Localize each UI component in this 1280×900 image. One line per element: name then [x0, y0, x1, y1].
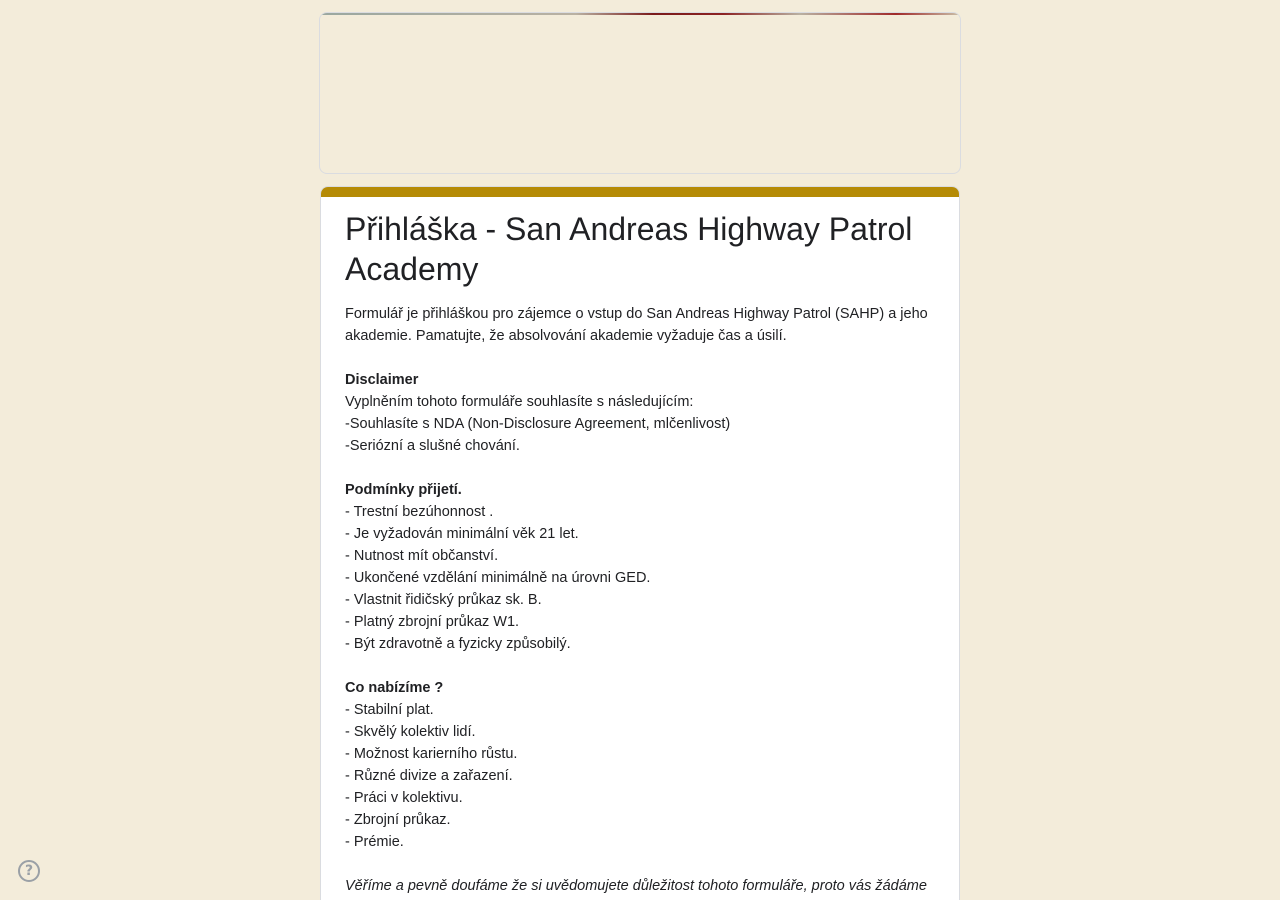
banner-image-strip [320, 13, 960, 15]
form-description [345, 303, 937, 897]
header-banner-image [319, 12, 961, 174]
offer-item: - Práci v kolektivu. [345, 790, 463, 806]
offer-heading: Co nabízíme ? [345, 680, 444, 696]
condition-item: - Vlastnit řidičský průkaz sk. B. [345, 592, 542, 608]
form-description-card [320, 186, 960, 900]
condition-item: - Platný zbrojní průkaz W1. [345, 614, 520, 630]
offer-item: - Skvělý kolektiv lidí. [345, 724, 476, 740]
form-header-content [345, 209, 937, 897]
offer-item: - Stabilní plat. [345, 702, 434, 718]
offer-item: - Prémie. [345, 834, 404, 850]
offer-item: - Zbrojní průkaz. [345, 812, 451, 828]
condition-item: - Je vyžadován minimální věk 21 let. [345, 526, 579, 542]
offer-item: - Různé divize a zařazení. [345, 768, 513, 784]
intro-text: Formulář je přihláškou pro zájemce o vstup do San Andreas Highway Patrol (SAHP) a jeho akademie. Pamatujte, že absolvování akademie vyžaduje čas a úsilí. [345, 306, 928, 344]
disclaimer-heading: Disclaimer [345, 372, 419, 388]
theme-accent-bar [321, 187, 959, 197]
condition-item: - Nutnost mít občanství. [345, 548, 499, 564]
closing-text: Věříme a pevně doufáme že si uvědomujete důležitost tohoto formuláře, proto vás žádáme [345, 878, 927, 894]
disclaimer-line: -Souhlasíte s NDA (Non-Disclosure Agreement, mlčenlivost) [345, 416, 731, 432]
help-icon[interactable]: ? [18, 860, 40, 882]
condition-item: - Být zdravotně a fyzicky způsobilý. [345, 636, 571, 652]
form-title: Přihláška - San Andreas Highway Patrol Academy [345, 211, 913, 287]
conditions-heading: Podmínky přijetí. [345, 482, 462, 498]
condition-item: - Trestní bezúhonnost . [345, 504, 494, 520]
disclaimer-line: Vyplněním tohoto formuláře souhlasíte s následujícím: [345, 394, 694, 410]
condition-item: - Ukončené vzdělání minimálně na úrovni GED. [345, 570, 651, 586]
offer-item: - Možnost karierního růstu. [345, 746, 518, 762]
disclaimer-line: -Seriózní a slušné chování. [345, 438, 520, 454]
